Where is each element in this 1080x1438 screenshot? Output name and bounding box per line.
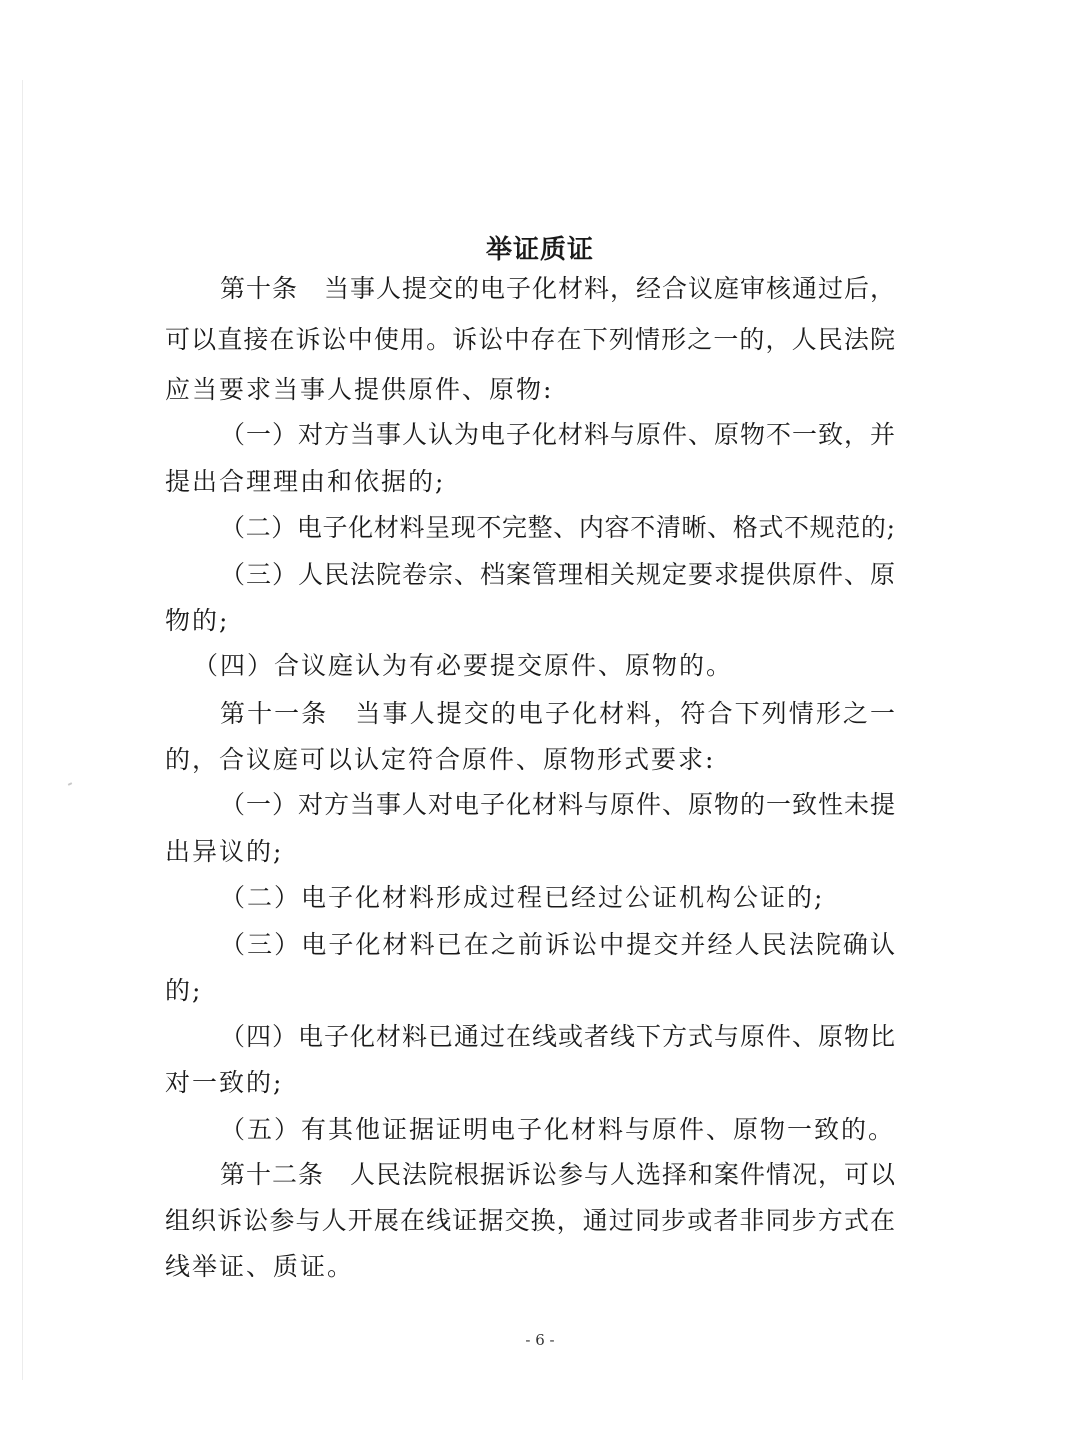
article-10-item-1-line-2: 提出合理理由和依据的; bbox=[165, 467, 446, 496]
article-12-line-1: 第十二条 人民法院根据诉讼参与人选择和案件情况，可以 bbox=[220, 1160, 895, 1189]
section-heading: 举证质证 bbox=[485, 235, 594, 265]
article-11-item-1-line-2: 出异议的; bbox=[165, 837, 284, 866]
scan-speck bbox=[68, 782, 72, 786]
article-10-line-3: 应当要求当事人提供原件、原物: bbox=[165, 375, 554, 404]
article-11-line-2: 的，合议庭可以认定符合原件、原物形式要求: bbox=[165, 745, 716, 774]
article-10-line-1: 第十条 当事人提交的电子化材料，经合议庭审核通过后， bbox=[220, 274, 895, 303]
article-10-item-3-line-1: （三）人民法院卷宗、档案管理相关规定要求提供原件、原 bbox=[220, 560, 895, 589]
article-11-item-5: （五）有其他证据证明电子化材料与原件、原物一致的。 bbox=[220, 1115, 896, 1144]
article-11-item-1-line-1: （一）对方当事人对电子化材料与原件、原物的一致性未提 bbox=[220, 790, 895, 819]
article-11-item-2: （二）电子化材料形成过程已经过公证机构公证的; bbox=[220, 883, 825, 912]
article-12-line-2: 组织诉讼参与人开展在线证据交换，通过同步或者非同步方式在 bbox=[165, 1206, 895, 1235]
article-10-item-3-line-2: 物的; bbox=[165, 606, 230, 635]
article-10-item-2: （二）电子化材料呈现不完整、内容不清晰、格式不规范的; bbox=[220, 513, 895, 542]
page-number: - 6 - bbox=[525, 1331, 555, 1349]
article-11-item-4-line-1: （四）电子化材料已通过在线或者线下方式与原件、原物比 bbox=[220, 1022, 895, 1051]
article-11-item-4-line-2: 对一致的; bbox=[165, 1068, 284, 1097]
article-11-line-1: 第十一条 当事人提交的电子化材料，符合下列情形之一 bbox=[220, 699, 895, 728]
article-11-item-3-line-2: 的; bbox=[165, 976, 203, 1005]
article-12-line-3: 线举证、质证。 bbox=[165, 1252, 355, 1281]
article-10-line-2: 可以直接在诉讼中使用。诉讼中存在下列情形之一的，人民法院 bbox=[165, 325, 895, 354]
article-10-item-1-line-1: （一）对方当事人认为电子化材料与原件、原物不一致，并 bbox=[220, 420, 895, 449]
article-11-item-3-line-1: （三）电子化材料已在之前诉讼中提交并经人民法院确认 bbox=[220, 930, 895, 959]
page-edge-line bbox=[22, 80, 23, 1380]
article-10-item-4: （四）合议庭认为有必要提交原件、原物的。 bbox=[193, 651, 734, 680]
